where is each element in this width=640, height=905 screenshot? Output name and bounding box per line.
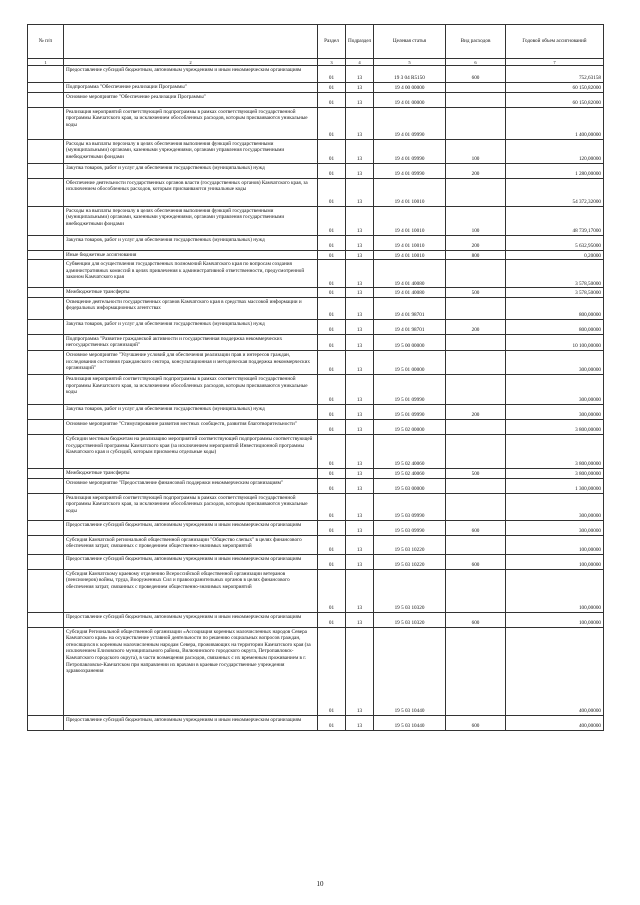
subsection-cell: 13 bbox=[346, 569, 374, 612]
amount-cell: 400,00000 bbox=[506, 627, 604, 715]
table-row bbox=[28, 535, 604, 554]
index-cell: 7 bbox=[506, 59, 604, 66]
amount-cell: 54 372,32000 bbox=[506, 178, 604, 206]
table-row bbox=[28, 468, 604, 478]
section-cell: 01 bbox=[318, 297, 346, 319]
exp-type-cell: 100 bbox=[446, 206, 506, 235]
target-cell: 19 5 01 09990 bbox=[374, 404, 446, 419]
amount-cell: 10 100,00000 bbox=[506, 334, 604, 350]
num-cell bbox=[28, 163, 64, 178]
table-row bbox=[28, 350, 604, 374]
name-cell: Межбюджетные трансферты bbox=[64, 288, 318, 298]
target-cell: 19 3 04 R5150 bbox=[374, 66, 446, 83]
index-cell: 4 bbox=[346, 59, 374, 66]
num-cell bbox=[28, 66, 64, 83]
amount-cell: 0,20000 bbox=[506, 250, 604, 260]
exp-type-cell bbox=[446, 374, 506, 404]
header-section: Раздел bbox=[318, 25, 346, 59]
table-row bbox=[28, 434, 604, 468]
subsection-cell: 13 bbox=[346, 612, 374, 627]
target-cell: 19 5 03 10220 bbox=[374, 535, 446, 554]
num-cell bbox=[28, 520, 64, 535]
num-cell bbox=[28, 478, 64, 493]
table-row bbox=[28, 139, 604, 163]
amount-cell: 100,00000 bbox=[506, 554, 604, 569]
num-cell bbox=[28, 715, 64, 730]
budget-table-sheet bbox=[27, 24, 603, 731]
num-cell bbox=[28, 434, 64, 468]
exp-type-cell bbox=[446, 627, 506, 715]
num-cell bbox=[28, 260, 64, 288]
column-index-row bbox=[28, 59, 604, 66]
section-cell: 01 bbox=[318, 66, 346, 83]
target-cell: 19 4 01 10010 bbox=[374, 178, 446, 206]
index-cell: 1 bbox=[28, 59, 64, 66]
target-cell: 19 4 01 09990 bbox=[374, 107, 446, 139]
num-cell bbox=[28, 350, 64, 374]
table-row bbox=[28, 107, 604, 139]
table-row bbox=[28, 260, 604, 288]
section-cell: 01 bbox=[318, 350, 346, 374]
target-cell: 19 4 01 98701 bbox=[374, 297, 446, 319]
index-cell: 3 bbox=[318, 59, 346, 66]
exp-type-cell bbox=[446, 297, 506, 319]
section-cell: 01 bbox=[318, 374, 346, 404]
amount-cell: 3 800,00000 bbox=[506, 434, 604, 468]
section-cell: 01 bbox=[318, 569, 346, 612]
section-cell: 01 bbox=[318, 250, 346, 260]
target-cell: 19 4 01 09990 bbox=[374, 139, 446, 163]
exp-type-cell: 100 bbox=[446, 139, 506, 163]
table-row bbox=[28, 66, 604, 83]
section-cell: 01 bbox=[318, 554, 346, 569]
section-cell: 01 bbox=[318, 288, 346, 298]
subsection-cell: 13 bbox=[346, 374, 374, 404]
amount-cell: 800,00000 bbox=[506, 319, 604, 334]
index-cell: 2 bbox=[64, 59, 318, 66]
exp-type-cell bbox=[446, 107, 506, 139]
num-cell bbox=[28, 235, 64, 250]
amount-cell: 752,63158 bbox=[506, 66, 604, 83]
name-cell: Предоставление субсидий бюджетным, автономным учреждениям и иным некоммерческим организациям bbox=[64, 66, 318, 83]
subsection-cell: 13 bbox=[346, 107, 374, 139]
num-cell bbox=[28, 83, 64, 93]
amount-cell: 1 300,00000 bbox=[506, 478, 604, 493]
subsection-cell: 13 bbox=[346, 250, 374, 260]
exp-type-cell bbox=[446, 493, 506, 520]
section-cell: 01 bbox=[318, 206, 346, 235]
section-cell: 01 bbox=[318, 92, 346, 107]
header-num: № п/п bbox=[28, 25, 64, 59]
num-cell bbox=[28, 612, 64, 627]
amount-cell: 3 578,50000 bbox=[506, 260, 604, 288]
target-cell: 19 4 01 10010 bbox=[374, 206, 446, 235]
exp-type-cell: 200 bbox=[446, 235, 506, 250]
target-cell: 19 4 01 40080 bbox=[374, 260, 446, 288]
subsection-cell: 13 bbox=[346, 178, 374, 206]
amount-cell: 3 800,00000 bbox=[506, 468, 604, 478]
section-cell: 01 bbox=[318, 178, 346, 206]
amount-cell: 1 400,00000 bbox=[506, 107, 604, 139]
subsection-cell: 13 bbox=[346, 139, 374, 163]
section-cell: 01 bbox=[318, 163, 346, 178]
header-target: Целевая статья bbox=[374, 25, 446, 59]
page-number: 10 bbox=[316, 880, 324, 888]
amount-cell: 60 150,82000 bbox=[506, 92, 604, 107]
section-cell: 01 bbox=[318, 107, 346, 139]
num-cell bbox=[28, 319, 64, 334]
amount-cell: 60 150,82000 bbox=[506, 83, 604, 93]
table-row bbox=[28, 419, 604, 434]
subsection-cell: 13 bbox=[346, 468, 374, 478]
subsection-cell: 13 bbox=[346, 235, 374, 250]
subsection-cell: 13 bbox=[346, 478, 374, 493]
subsection-cell: 13 bbox=[346, 404, 374, 419]
target-cell: 19 5 02 40060 bbox=[374, 434, 446, 468]
name-cell: Расходы на выплаты персоналу в целях обеспечения выполнения функций государственными (муниципальными) органами, казенными учреждениями, органами управления государственными внебюджетными фондами bbox=[64, 206, 318, 235]
table-row bbox=[28, 554, 604, 569]
section-cell: 01 bbox=[318, 404, 346, 419]
exp-type-cell: 200 bbox=[446, 163, 506, 178]
subsection-cell: 13 bbox=[346, 419, 374, 434]
table-row bbox=[28, 83, 604, 93]
amount-cell: 100,00000 bbox=[506, 612, 604, 627]
subsection-cell: 13 bbox=[346, 92, 374, 107]
amount-cell: 3 800,00000 bbox=[506, 419, 604, 434]
name-cell: Подпрограмма "Развитие гражданской активности и государственная поддержка некоммерческих негосударственных организаций" bbox=[64, 334, 318, 350]
amount-cell: 800,00000 bbox=[506, 297, 604, 319]
exp-type-cell bbox=[446, 260, 506, 288]
exp-type-cell: 800 bbox=[446, 250, 506, 260]
subsection-cell: 13 bbox=[346, 493, 374, 520]
exp-type-cell bbox=[446, 569, 506, 612]
target-cell: 19 5 03 10440 bbox=[374, 715, 446, 730]
index-cell: 6 bbox=[446, 59, 506, 66]
name-cell: Предоставление субсидий бюджетным, автономным учреждениям и иным некоммерческим организациям bbox=[64, 612, 318, 627]
section-cell: 01 bbox=[318, 334, 346, 350]
name-cell: Основное мероприятие "Обеспечение реализации Программы" bbox=[64, 92, 318, 107]
name-cell: Закупка товаров, работ и услуг для обеспечения государственных (муниципальных) нужд bbox=[64, 163, 318, 178]
table-row bbox=[28, 235, 604, 250]
target-cell: 19 5 03 10440 bbox=[374, 627, 446, 715]
subsection-cell: 13 bbox=[346, 206, 374, 235]
table-row bbox=[28, 334, 604, 350]
subsection-cell: 13 bbox=[346, 260, 374, 288]
name-cell: Подпрограмма "Обеспечение реализации Программы" bbox=[64, 83, 318, 93]
num-cell bbox=[28, 374, 64, 404]
index-cell: 5 bbox=[374, 59, 446, 66]
subsection-cell: 13 bbox=[346, 334, 374, 350]
target-cell: 19 5 02 40060 bbox=[374, 468, 446, 478]
table-row bbox=[28, 520, 604, 535]
section-cell: 01 bbox=[318, 260, 346, 288]
section-cell: 01 bbox=[318, 493, 346, 520]
exp-type-cell: 500 bbox=[446, 288, 506, 298]
exp-type-cell bbox=[446, 178, 506, 206]
subsection-cell: 13 bbox=[346, 434, 374, 468]
target-cell: 19 5 03 10320 bbox=[374, 569, 446, 612]
section-cell: 01 bbox=[318, 319, 346, 334]
name-cell: Субсидии местным бюджетам на реализацию мероприятий соответствующей подпрограммы соответствующей государственной программы Камчатского края (за исключением мероприятий Инвестиционной программы Камчатского края и субсидий, которым присвоены отдельные коды) bbox=[64, 434, 318, 468]
target-cell: 19 5 00 00000 bbox=[374, 334, 446, 350]
exp-type-cell bbox=[446, 334, 506, 350]
amount-cell: 5 632,95000 bbox=[506, 235, 604, 250]
table-header-row bbox=[28, 25, 604, 59]
amount-cell: 3 578,50000 bbox=[506, 288, 604, 298]
subsection-cell: 13 bbox=[346, 715, 374, 730]
exp-type-cell bbox=[446, 92, 506, 107]
exp-type-cell: 200 bbox=[446, 404, 506, 419]
exp-type-cell bbox=[446, 83, 506, 93]
table-row bbox=[28, 163, 604, 178]
target-cell: 19 5 02 00000 bbox=[374, 419, 446, 434]
target-cell: 19 4 00 00000 bbox=[374, 83, 446, 93]
amount-cell: 300,00000 bbox=[506, 493, 604, 520]
amount-cell: 300,00000 bbox=[506, 374, 604, 404]
num-cell bbox=[28, 206, 64, 235]
table-row bbox=[28, 404, 604, 419]
num-cell bbox=[28, 92, 64, 107]
section-cell: 01 bbox=[318, 520, 346, 535]
table-row bbox=[28, 374, 604, 404]
exp-type-cell: 600 bbox=[446, 554, 506, 569]
exp-type-cell bbox=[446, 419, 506, 434]
table-row bbox=[28, 250, 604, 260]
target-cell: 19 4 01 10010 bbox=[374, 250, 446, 260]
table-row bbox=[28, 178, 604, 206]
section-cell: 01 bbox=[318, 235, 346, 250]
amount-cell: 48 739,17000 bbox=[506, 206, 604, 235]
exp-type-cell: 600 bbox=[446, 66, 506, 83]
header-amount: Годовой объем ассигнований bbox=[506, 25, 604, 59]
name-cell: Межбюджетные трансферты bbox=[64, 468, 318, 478]
amount-cell: 100,00000 bbox=[506, 569, 604, 612]
subsection-cell: 13 bbox=[346, 163, 374, 178]
exp-type-cell: 600 bbox=[446, 612, 506, 627]
num-cell bbox=[28, 334, 64, 350]
target-cell: 19 5 03 00000 bbox=[374, 478, 446, 493]
name-cell: Предоставление субсидий бюджетным, автономным учреждениям и иным некоммерческим организациям bbox=[64, 520, 318, 535]
name-cell: Реализация мероприятий соответствующей подпрограммы в рамках соответствующей государственной программы Камчатского края, за исключением обособленных расходов, которым присваиваются уникальные коды bbox=[64, 493, 318, 520]
subsection-cell: 13 bbox=[346, 297, 374, 319]
subsection-cell: 13 bbox=[346, 627, 374, 715]
section-cell: 01 bbox=[318, 627, 346, 715]
num-cell bbox=[28, 493, 64, 520]
amount-cell: 100,00000 bbox=[506, 535, 604, 554]
section-cell: 01 bbox=[318, 83, 346, 93]
num-cell bbox=[28, 569, 64, 612]
name-cell: Реализация мероприятий соответствующей подпрограммы в рамках соответствующей государственной программы Камчатского края, за исключением обособленных расходов, которым присваиваются уникальные коды bbox=[64, 107, 318, 139]
amount-cell: 300,00000 bbox=[506, 404, 604, 419]
subsection-cell: 13 bbox=[346, 83, 374, 93]
name-cell: Предоставление субсидий бюджетным, автономным учреждениям и иным некоммерческим организациям bbox=[64, 554, 318, 569]
exp-type-cell bbox=[446, 350, 506, 374]
amount-cell: 1 280,00000 bbox=[506, 163, 604, 178]
name-cell: Освещение деятельности государственных органов Камчатского края в средствах массовой информации и федеральных информационных агентствах bbox=[64, 297, 318, 319]
budget-table bbox=[27, 24, 604, 731]
name-cell: Основное мероприятие "Предоставление финансовой поддержки некоммерческим организациям" bbox=[64, 478, 318, 493]
table-row bbox=[28, 92, 604, 107]
target-cell: 19 4 01 40080 bbox=[374, 288, 446, 298]
subsection-cell: 13 bbox=[346, 350, 374, 374]
exp-type-cell bbox=[446, 535, 506, 554]
num-cell bbox=[28, 297, 64, 319]
amount-cell: 300,00000 bbox=[506, 350, 604, 374]
table-row bbox=[28, 715, 604, 730]
table-row bbox=[28, 288, 604, 298]
subsection-cell: 13 bbox=[346, 535, 374, 554]
section-cell: 01 bbox=[318, 419, 346, 434]
target-cell: 19 5 03 10320 bbox=[374, 612, 446, 627]
name-cell: Предоставление субсидий бюджетным, автономным учреждениям и иным некоммерческим организациям bbox=[64, 715, 318, 730]
header-exp-type: Вид расходов bbox=[446, 25, 506, 59]
table-row bbox=[28, 493, 604, 520]
num-cell bbox=[28, 468, 64, 478]
exp-type-cell: 600 bbox=[446, 715, 506, 730]
target-cell: 19 5 03 10220 bbox=[374, 554, 446, 569]
num-cell bbox=[28, 107, 64, 139]
table-row bbox=[28, 206, 604, 235]
section-cell: 01 bbox=[318, 478, 346, 493]
num-cell bbox=[28, 535, 64, 554]
name-cell: Расходы на выплаты персоналу в целях обеспечения выполнения функций государственными (муниципальными) органами, казенными учреждениями, органами управления государственными внебюджетными фондами bbox=[64, 139, 318, 163]
name-cell: Основное мероприятие "Улучшение условий для обеспечения реализации прав и интересов граждан, исследования состояния гражданского сектора, консультационная и методическая поддержка некоммерческих организаций" bbox=[64, 350, 318, 374]
section-cell: 01 bbox=[318, 139, 346, 163]
name-cell: Закупка товаров, работ и услуг для обеспечения государственных (муниципальных) нужд bbox=[64, 235, 318, 250]
target-cell: 19 4 01 00000 bbox=[374, 92, 446, 107]
name-cell: Обеспечение деятельности государственных органов власти (государственных органов) Камчатского края, за исключением обособленных расходов, которым присваиваются уникальные коды bbox=[64, 178, 318, 206]
section-cell: 01 bbox=[318, 715, 346, 730]
name-cell: Субвенции для осуществления государственных полномочий Камчатского края по вопросам создания административных комиссий в целях привлечения к административной ответственности, предусмотренной законом Камчатского края bbox=[64, 260, 318, 288]
name-cell: Иные бюджетные ассигнования bbox=[64, 250, 318, 260]
name-cell: Субсидия Камчатской региональной общественной организации "Общество слепых" в целях финансового обеспечения затрат, связанных с проведением общественно-значимых мероприятий bbox=[64, 535, 318, 554]
table-row bbox=[28, 297, 604, 319]
target-cell: 19 5 03 09990 bbox=[374, 520, 446, 535]
subsection-cell: 13 bbox=[346, 319, 374, 334]
num-cell bbox=[28, 178, 64, 206]
subsection-cell: 13 bbox=[346, 66, 374, 83]
subsection-cell: 13 bbox=[346, 288, 374, 298]
header-subsection: Подраздел bbox=[346, 25, 374, 59]
name-cell: Основное мероприятие "Стимулирование развития местных сообществ, развития благотворительности" bbox=[64, 419, 318, 434]
name-cell: Закупка товаров, работ и услуг для обеспечения государственных (муниципальных) нужд bbox=[64, 404, 318, 419]
name-cell: Субсидия Камчатскому краевому отделению Всероссийской общественной организации ветеранов (пенсионеров) войны, труда, Вооруженных Сил и правоохранительных органов в целях финансового обеспечения затрат, связанных с проведением общественно-значимых мероприятий bbox=[64, 569, 318, 612]
section-cell: 01 bbox=[318, 434, 346, 468]
name-cell: Реализация мероприятий соответствующей подпрограммы в рамках соответствующей государственной программы Камчатского края, за исключением обособленных расходов, которым присваиваются уникальные коды bbox=[64, 374, 318, 404]
num-cell bbox=[28, 419, 64, 434]
num-cell bbox=[28, 627, 64, 715]
section-cell: 01 bbox=[318, 612, 346, 627]
target-cell: 19 5 01 09990 bbox=[374, 374, 446, 404]
table-row bbox=[28, 319, 604, 334]
amount-cell: 300,00000 bbox=[506, 520, 604, 535]
num-cell bbox=[28, 250, 64, 260]
name-cell: Закупка товаров, работ и услуг для обеспечения государственных (муниципальных) нужд bbox=[64, 319, 318, 334]
target-cell: 19 4 01 10010 bbox=[374, 235, 446, 250]
num-cell bbox=[28, 554, 64, 569]
table-body bbox=[28, 66, 604, 731]
section-cell: 01 bbox=[318, 468, 346, 478]
amount-cell: 400,00000 bbox=[506, 715, 604, 730]
table-row bbox=[28, 478, 604, 493]
subsection-cell: 13 bbox=[346, 554, 374, 569]
exp-type-cell bbox=[446, 478, 506, 493]
exp-type-cell bbox=[446, 434, 506, 468]
exp-type-cell: 200 bbox=[446, 319, 506, 334]
table-row bbox=[28, 612, 604, 627]
header-name bbox=[64, 25, 318, 59]
name-cell: Субсидия Региональной общественной организации «Ассоциация коренных малочисленных народов Севера Камчатского края» на осуществление уставной деятельности по решению социальных вопросов граждан, относящихся к коренным малочисленным народам Севера, проживающих на территории Камчатского края (за исключением Елизовского муниципального района, Вилючинского городского округа, Петропавловск-Камчатского городского округа), в части возмещения расходов, связанных с их временным проживанием в г. Петропавловске-Камчатском при направлении их врачами в краевые государственные учреждения здравоохранения bbox=[64, 627, 318, 715]
target-cell: 19 5 03 09990 bbox=[374, 493, 446, 520]
table-row bbox=[28, 569, 604, 612]
exp-type-cell: 500 bbox=[446, 468, 506, 478]
section-cell: 01 bbox=[318, 535, 346, 554]
num-cell bbox=[28, 404, 64, 419]
amount-cell: 120,00000 bbox=[506, 139, 604, 163]
num-cell bbox=[28, 139, 64, 163]
subsection-cell: 13 bbox=[346, 520, 374, 535]
target-cell: 19 4 01 98701 bbox=[374, 319, 446, 334]
exp-type-cell: 600 bbox=[446, 520, 506, 535]
target-cell: 19 5 01 00000 bbox=[374, 350, 446, 374]
target-cell: 19 4 01 09990 bbox=[374, 163, 446, 178]
num-cell bbox=[28, 288, 64, 298]
table-row bbox=[28, 627, 604, 715]
